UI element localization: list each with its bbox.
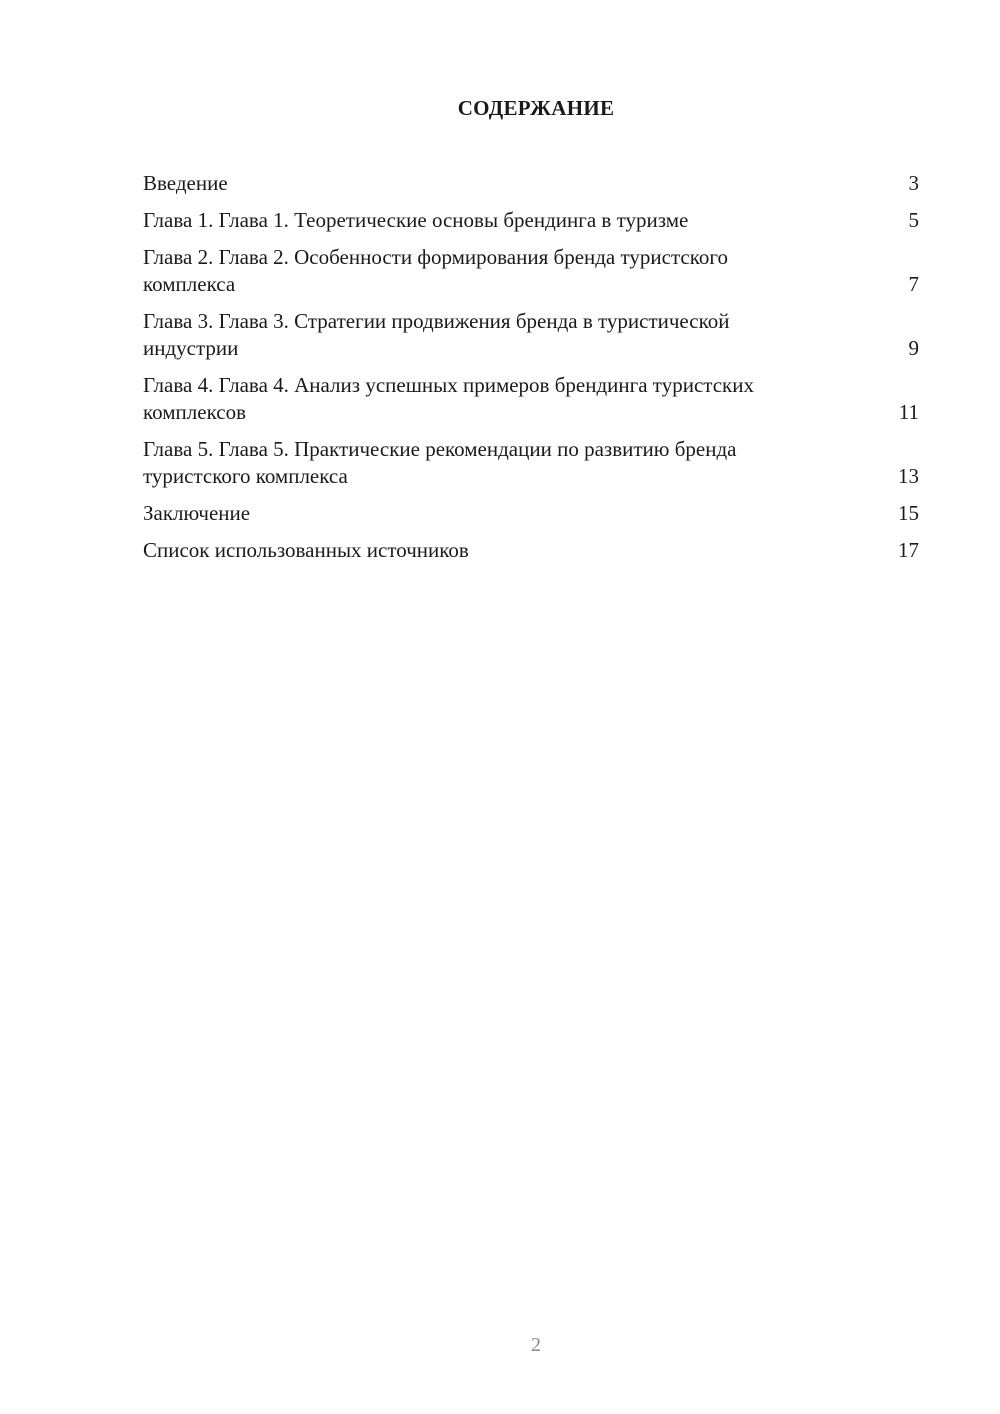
toc-entry-page: 9 — [908, 336, 919, 360]
toc-entry-references — [143, 537, 919, 564]
toc-entry-chapter-1 — [143, 207, 919, 234]
toc-entry-text: Введение — [143, 171, 228, 195]
toc-entry-chapter-4 — [143, 372, 919, 426]
toc-entry-page: 15 — [898, 501, 919, 525]
toc-entry-page: 7 — [908, 272, 919, 296]
toc-entry-chapter-5 — [143, 436, 919, 490]
toc-entry-text: Глава 3. Глава 3. Стратегии продвижения бренда в туристической индустрии — [143, 309, 730, 360]
toc-title: СОДЕРЖАНИЕ — [457, 96, 615, 120]
toc-entry-chapter-3 — [143, 308, 919, 362]
toc-entry-text: Глава 1. Глава 1. Теоретические основы брендинга в туризме — [143, 208, 689, 232]
toc-entry-text: Глава 4. Глава 4. Анализ успешных примеров брендинга туристских комплексов — [143, 373, 754, 424]
toc-entry-introduction — [143, 170, 919, 197]
page-number: 2 — [531, 1334, 541, 1356]
toc-entry-page: 5 — [908, 208, 919, 232]
toc-entry-text: Список использованных источников — [143, 538, 469, 562]
toc-entry-text: Глава 5. Глава 5. Практические рекомендации по развитию бренда туристского комплекса — [143, 437, 737, 488]
toc-entry-page: 3 — [908, 171, 919, 195]
toc-entry-page: 17 — [898, 538, 919, 562]
table-of-contents — [143, 170, 919, 574]
toc-entry-text: Заключение — [143, 501, 251, 525]
toc-entry-page: 11 — [898, 400, 919, 424]
toc-entry-chapter-2 — [143, 244, 919, 298]
toc-entry-text: Глава 2. Глава 2. Особенности формирования бренда туристского комплекса — [143, 245, 728, 296]
toc-entry-conclusion — [143, 500, 919, 527]
toc-entry-page: 13 — [898, 464, 919, 488]
